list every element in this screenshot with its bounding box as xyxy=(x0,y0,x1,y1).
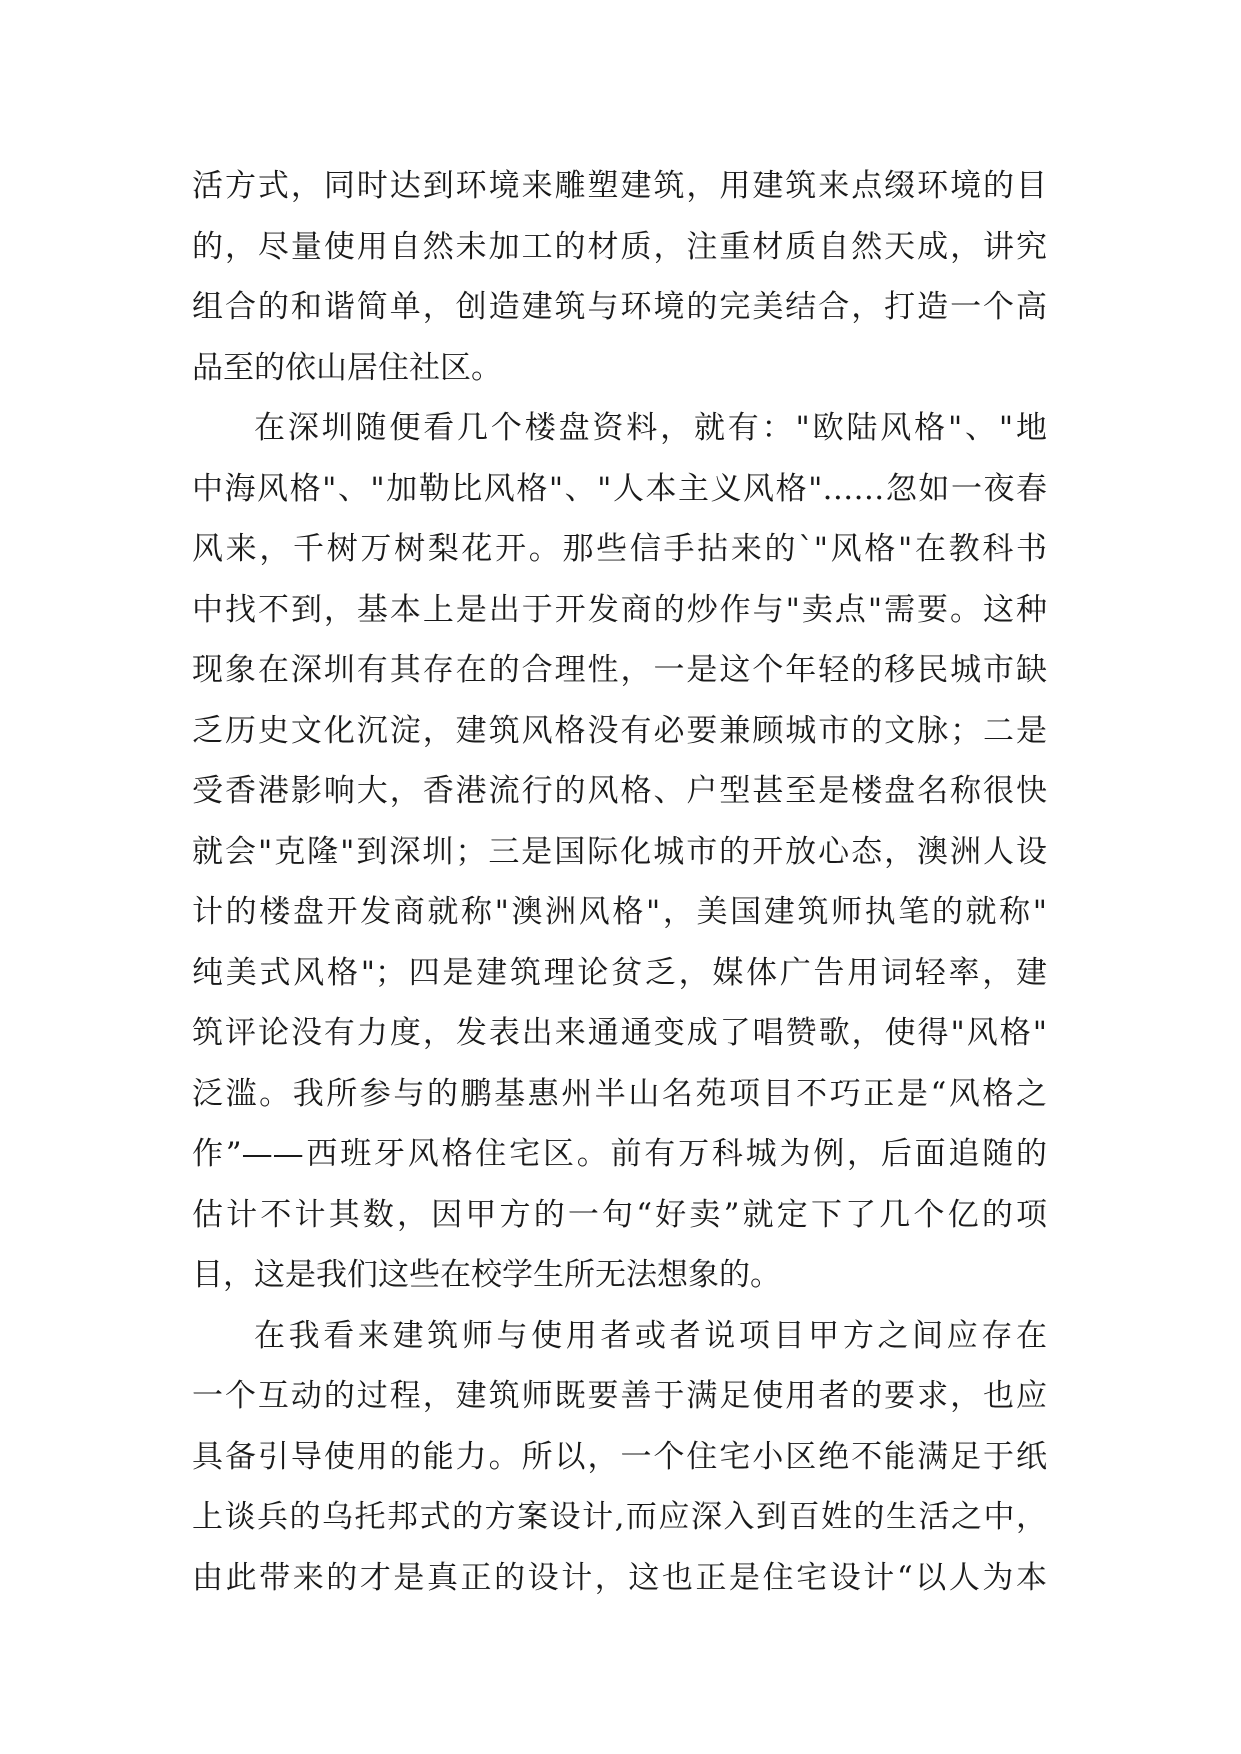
text-line: 估计不计其数，因甲方的一句“好卖”就定下了几个亿的项 xyxy=(192,1196,1047,1233)
text-line: 现象在深圳有其存在的合理性，一是这个年轻的移民城市缺 xyxy=(192,652,1047,688)
text-line: 就会"克隆"到深圳；三是国际化城市的开放心态，澳洲人设 xyxy=(192,833,1047,870)
text-line: 由此带来的才是真正的设计，这也正是住宅设计“以人为本 xyxy=(192,1559,1047,1596)
text-line: 活方式，同时达到环境来雕塑建筑，用建筑来点缀环境的目 xyxy=(192,168,1047,204)
text-line: 作”——西班牙风格住宅区。前有万科城为例，后面追随的 xyxy=(192,1136,1047,1172)
text-line: 的，尽量使用自然未加工的材质，注重材质自然天成，讲究 xyxy=(192,228,1047,265)
text-line: 纯美式风格"；四是建筑理论贫乏，媒体广告用词轻率，建 xyxy=(192,954,1047,991)
text-line: 中找不到，基本上是出于开发商的炒作与"卖点"需要。这种 xyxy=(192,591,1047,628)
text-line: 风来，千树万树梨花开。那些信手拈来的`"风格"在教科书 xyxy=(192,531,1047,567)
text-line: 组合的和谐简单，创造建筑与环境的完美结合，打造一个高 xyxy=(192,289,1047,325)
text-line: 上谈兵的乌托邦式的方案设计,而应深入到百姓的生活之中， xyxy=(192,1499,1047,1535)
text-line: 筑评论没有力度，发表出来通通变成了唱赞歌，使得"风格" xyxy=(192,1015,1047,1051)
body-text xyxy=(192,156,1047,1608)
text-line: 泛滥。我所参与的鹏基惠州半山名苑项目不巧正是“风格之 xyxy=(192,1075,1047,1112)
text-line: 计的楼盘开发商就称"澳洲风格"，美国建筑师执笔的就称" xyxy=(192,894,1047,930)
text-line: 乏历史文化沉淀，建筑风格没有必要兼顾城市的文脉；二是 xyxy=(192,712,1047,749)
paragraph-first-line: 在我看来建筑师与使用者或者说项目甲方之间应存在 xyxy=(254,1317,1047,1354)
text-line: 中海风格"、"加勒比风格"、"人本主义风格"……忽如一夜春 xyxy=(192,470,1047,507)
text-line: 具备引导使用的能力。所以，一个住宅小区绝不能满足于纸 xyxy=(192,1438,1047,1475)
text-line: 受香港影响大，香港流行的风格、户型甚至是楼盘名称很快 xyxy=(192,773,1047,809)
text-line: 一个互动的过程，建筑师既要善于满足使用者的要求，也应 xyxy=(192,1378,1047,1414)
text-line: 目，这是我们这些在校学生所无法想象的。 xyxy=(192,1257,781,1293)
paragraph-first-line: 在深圳随便看几个楼盘资料，就有："欧陆风格"、"地 xyxy=(254,410,1047,446)
text-line: 品至的依山居住社区。 xyxy=(192,349,502,386)
